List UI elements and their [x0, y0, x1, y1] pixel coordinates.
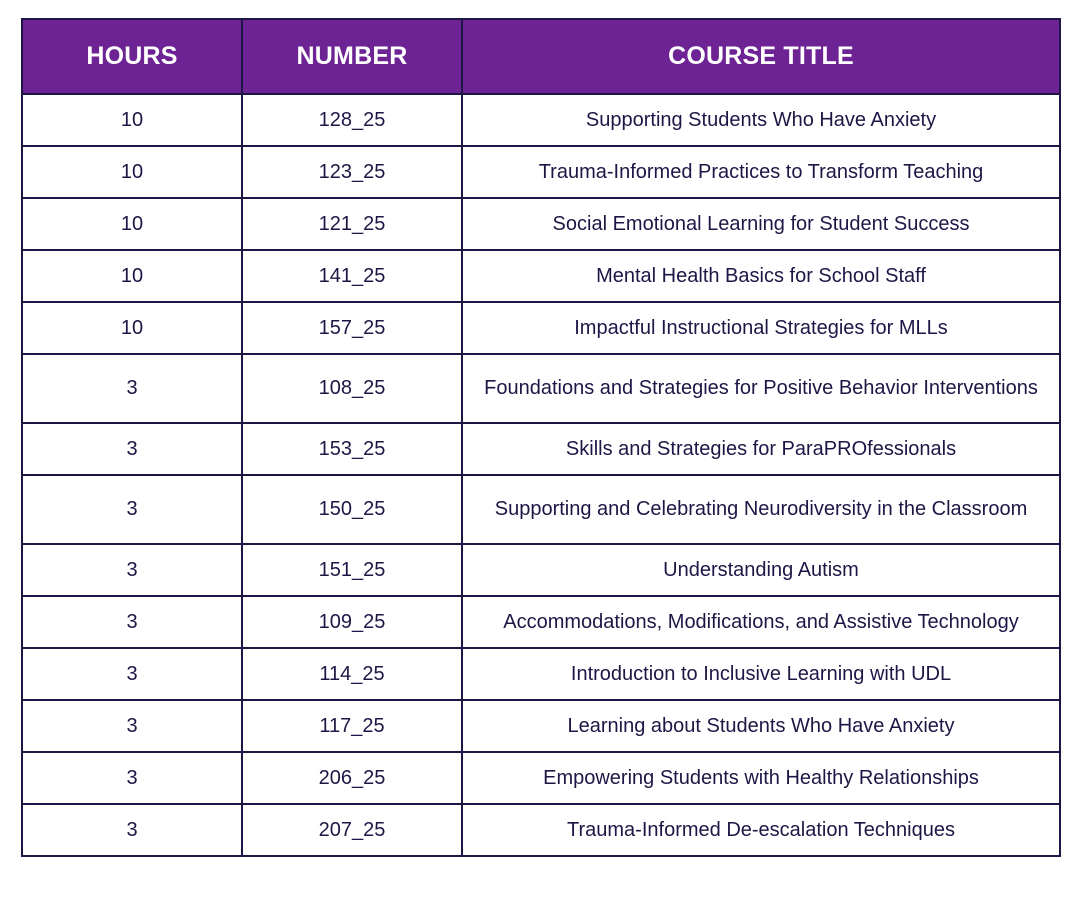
- table-row: [22, 752, 1060, 804]
- title-cell: Introduction to Inclusive Learning with UDL: [462, 648, 1060, 700]
- number-cell: 109_25: [242, 596, 462, 648]
- title-cell: Empowering Students with Healthy Relationships: [462, 752, 1060, 804]
- title-cell: Understanding Autism: [462, 544, 1060, 596]
- hours-cell: 10: [22, 302, 242, 354]
- number-cell: 153_25: [242, 423, 462, 475]
- hours-cell: 3: [22, 596, 242, 648]
- course-table: [21, 18, 1061, 857]
- hours-cell: 10: [22, 198, 242, 250]
- hours-cell: 3: [22, 700, 242, 752]
- title-cell: Supporting Students Who Have Anxiety: [462, 94, 1060, 146]
- number-cell: 207_25: [242, 804, 462, 856]
- title-cell: Social Emotional Learning for Student Success: [462, 198, 1060, 250]
- header-number: NUMBER: [242, 19, 462, 94]
- hours-cell: 3: [22, 804, 242, 856]
- title-cell: Trauma-Informed Practices to Transform Teaching: [462, 146, 1060, 198]
- title-cell: Supporting and Celebrating Neurodiversity in the Classroom: [462, 475, 1060, 544]
- title-cell: Skills and Strategies for ParaPROfessionals: [462, 423, 1060, 475]
- table-row: [22, 596, 1060, 648]
- hours-cell: 3: [22, 544, 242, 596]
- table-row: [22, 804, 1060, 856]
- number-cell: 151_25: [242, 544, 462, 596]
- table-row: [22, 475, 1060, 544]
- table-row: [22, 648, 1060, 700]
- hours-cell: 3: [22, 648, 242, 700]
- number-cell: 114_25: [242, 648, 462, 700]
- table-row: [22, 302, 1060, 354]
- hours-cell: 3: [22, 423, 242, 475]
- table-row: [22, 146, 1060, 198]
- hours-cell: 10: [22, 146, 242, 198]
- number-cell: 157_25: [242, 302, 462, 354]
- table-row: [22, 700, 1060, 752]
- hours-cell: 10: [22, 94, 242, 146]
- number-cell: 128_25: [242, 94, 462, 146]
- number-cell: 206_25: [242, 752, 462, 804]
- hours-cell: 10: [22, 250, 242, 302]
- header-course-title: COURSE TITLE: [462, 19, 1060, 94]
- title-cell: Accommodations, Modifications, and Assistive Technology: [462, 596, 1060, 648]
- table-row: [22, 250, 1060, 302]
- title-cell: Learning about Students Who Have Anxiety: [462, 700, 1060, 752]
- hours-cell: 3: [22, 475, 242, 544]
- table-row: [22, 354, 1060, 423]
- number-cell: 117_25: [242, 700, 462, 752]
- table-row: [22, 94, 1060, 146]
- table-row: [22, 198, 1060, 250]
- number-cell: 123_25: [242, 146, 462, 198]
- number-cell: 108_25: [242, 354, 462, 423]
- table-header-row: [22, 19, 1060, 94]
- number-cell: 121_25: [242, 198, 462, 250]
- title-cell: Mental Health Basics for School Staff: [462, 250, 1060, 302]
- number-cell: 141_25: [242, 250, 462, 302]
- title-cell: Foundations and Strategies for Positive Behavior Interventions: [462, 354, 1060, 423]
- header-hours: HOURS: [22, 19, 242, 94]
- number-cell: 150_25: [242, 475, 462, 544]
- table-row: [22, 544, 1060, 596]
- table-row: [22, 423, 1060, 475]
- title-cell: Impactful Instructional Strategies for MLLs: [462, 302, 1060, 354]
- title-cell: Trauma-Informed De-escalation Techniques: [462, 804, 1060, 856]
- hours-cell: 3: [22, 354, 242, 423]
- hours-cell: 3: [22, 752, 242, 804]
